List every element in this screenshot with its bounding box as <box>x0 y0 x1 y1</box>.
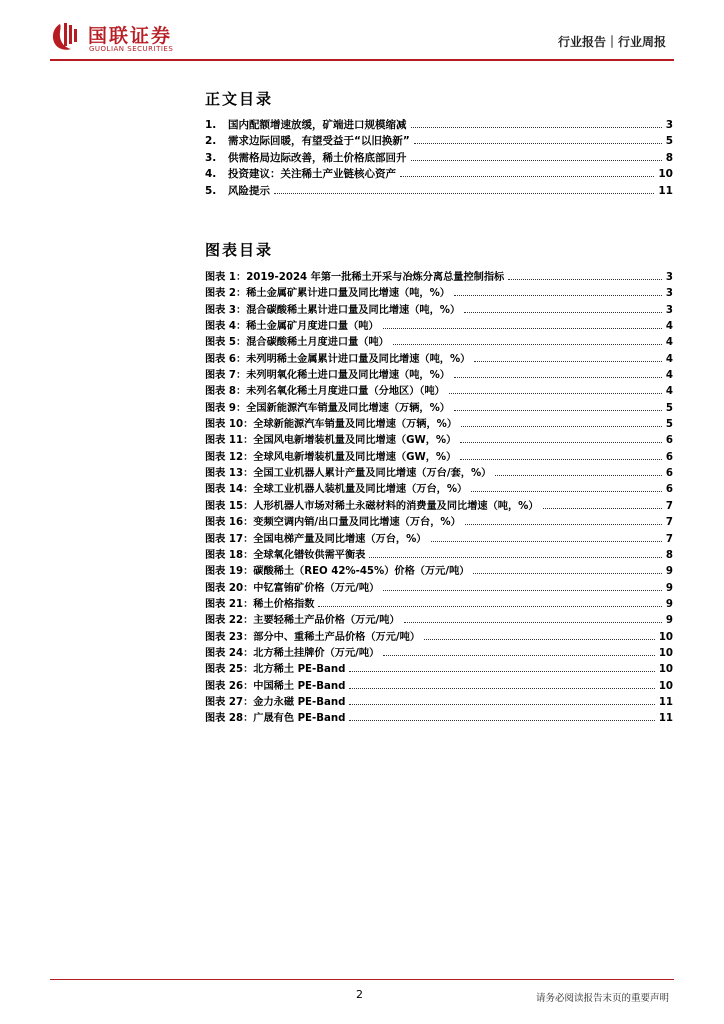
toc-dot-leader <box>411 160 662 161</box>
toc-entry-title: 图表 16：变频空调内销/出口量及同比增速（万台，%） <box>205 517 461 529</box>
toc-entry-page: 8 <box>665 151 673 164</box>
toc-entry-page: 10 <box>658 168 673 181</box>
toc-entry[interactable] <box>205 709 673 725</box>
toc-entry-page: 4 <box>665 386 673 398</box>
toc-dot-leader <box>369 557 662 558</box>
toc-entry-title: 图表 12：全球风电新增装机量及同比增速（GW，%） <box>205 451 457 463</box>
toc-entry-page: 6 <box>665 468 673 480</box>
toc-entry[interactable] <box>205 366 673 382</box>
toc-entry[interactable] <box>205 562 673 578</box>
toc-entry-title: 图表 15：人形机器人市场对稀土永磁材料的消费量及同比增速（吨，%） <box>205 500 539 512</box>
toc-entry-page: 9 <box>665 582 673 594</box>
toc-entry[interactable] <box>205 464 673 480</box>
toc-entry-title: 图表 1：2019-2024 年第一批稀土开采与冶炼分离总量控制指标 <box>205 272 505 283</box>
toc-entry-title: 国内配额增速放缓，矿端进口规模缩减 <box>228 119 407 131</box>
toc-entry[interactable] <box>205 530 673 546</box>
toc-dot-leader <box>543 508 662 509</box>
toc-entry[interactable] <box>205 448 673 464</box>
toc-dot-leader <box>414 143 662 144</box>
toc-entry-page: 9 <box>665 615 673 627</box>
toc-entry[interactable] <box>205 333 673 349</box>
toc-entry-page: 10 <box>658 664 673 676</box>
toc-entry-title: 图表 28：广晟有色 PE-Band <box>205 713 346 725</box>
toc-entry-page: 11 <box>658 713 673 725</box>
company-logo <box>50 20 250 56</box>
toc-entry-title: 图表 21：稀土价格指数 <box>205 598 315 610</box>
toc-dot-leader <box>454 410 662 411</box>
toc-entry-title: 图表 5：混合碳酸稀土月度进口量（吨） <box>205 337 389 349</box>
toc-entry-page: 6 <box>665 435 673 447</box>
toc-entry-page: 7 <box>665 533 673 545</box>
toc-dot-leader <box>349 720 654 721</box>
toc-entry[interactable] <box>205 150 673 166</box>
toc-entry[interactable] <box>205 133 673 149</box>
toc-entry[interactable] <box>205 166 673 182</box>
toc-entry-page: 9 <box>665 598 673 610</box>
toc-entry[interactable] <box>205 284 673 300</box>
toc-entry[interactable] <box>205 677 673 693</box>
toc-entry-title: 投资建议：关注稀土产业链核心资产 <box>228 168 396 181</box>
toc-entry-page: 10 <box>658 680 673 692</box>
toc-entry[interactable] <box>205 431 673 447</box>
toc-entry-page: 4 <box>665 370 673 382</box>
toc-entry[interactable] <box>205 595 673 611</box>
body-toc-section <box>205 87 673 199</box>
toc-entry-page: 4 <box>665 321 673 333</box>
toc-entry[interactable] <box>205 628 673 644</box>
toc-entry-page: 4 <box>665 353 673 365</box>
toc-entry[interactable] <box>205 268 673 284</box>
toc-entry-title: 需求边际回暖，有望受益于“以旧换新” <box>228 135 410 148</box>
footer-divider <box>50 979 674 980</box>
toc-entry-title: 图表 3：混合碳酸稀土累计进口量及同比增速（吨，%） <box>205 304 461 316</box>
figure-toc-section <box>205 238 673 726</box>
disclaimer-text: 请务必阅读报告末页的重要声明 <box>535 993 669 1004</box>
toc-entry[interactable] <box>205 301 673 317</box>
report-type-label: 行业报告｜行业周报 <box>557 35 666 49</box>
logo-english-text: GUOLIAN SECURITIES <box>89 45 174 53</box>
toc-entry-page: 7 <box>665 517 673 529</box>
toc-entry-page: 11 <box>658 184 673 197</box>
toc-dot-leader <box>424 639 655 640</box>
toc-entry-number: 2. <box>205 135 217 148</box>
toc-entry-page: 4 <box>665 337 673 349</box>
toc-entry-page: 3 <box>665 304 673 316</box>
toc-entry[interactable] <box>205 117 673 133</box>
toc-entry-page: 6 <box>665 484 673 496</box>
figure-toc-title: 图表目录 <box>205 241 274 259</box>
toc-dot-leader <box>431 541 662 542</box>
header-divider <box>50 59 674 61</box>
toc-dot-leader <box>383 328 662 329</box>
toc-entry-title: 图表 11：全国风电新增装机量及同比增速（GW，%） <box>205 435 457 447</box>
toc-entry-title: 图表 6：未列明稀土金属累计进口量及同比增速（吨，%） <box>205 353 471 365</box>
body-toc-list <box>205 117 673 199</box>
toc-dot-leader <box>454 377 662 378</box>
toc-entry-page: 3 <box>665 119 673 131</box>
toc-entry[interactable] <box>205 579 673 595</box>
toc-entry[interactable] <box>205 399 673 415</box>
toc-dot-leader <box>473 573 661 574</box>
toc-dot-leader <box>465 524 662 525</box>
toc-entry[interactable] <box>205 611 673 627</box>
toc-entry-title: 图表 4：稀土金属矿月度进口量（吨） <box>205 321 379 333</box>
toc-entry-page: 10 <box>658 631 673 643</box>
toc-entry-title: 供需格局边际改善，稀土价格底部回升 <box>228 151 407 164</box>
toc-dot-leader <box>495 475 662 476</box>
toc-dot-leader <box>460 442 662 443</box>
toc-entry-page: 3 <box>665 272 673 283</box>
toc-entry[interactable] <box>205 317 673 333</box>
toc-entry-title: 图表 18：全球氧化镨钕供需平衡表 <box>205 549 366 561</box>
toc-entry-title: 图表 17：全国电梯产量及同比增速（万台，%） <box>205 533 427 545</box>
toc-entry-title: 图表 27：金力永磁 PE-Band <box>205 696 346 708</box>
toc-entry-page: 7 <box>665 500 673 512</box>
toc-entry-title: 图表 23：部分中、重稀土产品价格（万元/吨） <box>205 631 421 643</box>
figure-toc-list <box>205 268 673 726</box>
toc-entry[interactable] <box>205 513 673 529</box>
toc-entry[interactable] <box>205 546 673 562</box>
toc-dot-leader <box>383 590 662 591</box>
toc-entry[interactable] <box>205 480 673 496</box>
toc-entry-title: 图表 24：北方稀土挂牌价（万元/吨） <box>205 647 380 659</box>
toc-entry[interactable] <box>205 660 673 676</box>
toc-entry-title: 图表 14：全球工业机器人装机量及同比增速（万台，%） <box>205 484 468 496</box>
toc-entry-title: 风险提示 <box>228 184 270 197</box>
toc-dot-leader <box>460 459 662 460</box>
toc-dot-leader <box>383 655 655 656</box>
toc-entry-title: 图表 8：未列名氧化稀土月度进口量（分地区）（吨） <box>205 386 445 398</box>
toc-entry-page: 11 <box>658 696 673 708</box>
toc-dot-leader <box>464 312 662 313</box>
toc-entry-number: 5. <box>205 184 217 197</box>
toc-entry-title: 图表 2：稀土金属矿累计进口量及同比增速（吨，%） <box>205 288 450 300</box>
toc-entry[interactable] <box>205 497 673 513</box>
page-number: 2 <box>356 988 363 1001</box>
toc-entry-page: 5 <box>665 402 673 414</box>
toc-dot-leader <box>471 491 662 492</box>
toc-entry-number: 3. <box>205 151 217 164</box>
toc-entry-title: 图表 19：碳酸稀土（REO 42%-45%）价格（万元/吨） <box>205 566 470 578</box>
toc-entry[interactable] <box>205 382 673 398</box>
body-toc-title: 正文目录 <box>205 90 274 108</box>
toc-entry-number: 4. <box>205 168 217 181</box>
logo-chinese-text: 国联证券 <box>88 25 173 47</box>
toc-dot-leader <box>411 127 662 128</box>
toc-dot-leader <box>349 688 654 689</box>
toc-entry-title: 图表 9：全国新能源汽车销量及同比增速（万辆，%） <box>205 402 450 414</box>
logo-mark-icon <box>50 20 80 52</box>
toc-dot-leader <box>454 295 662 296</box>
toc-entry-page: 6 <box>665 451 673 463</box>
toc-entry-page: 10 <box>658 647 673 659</box>
toc-dot-leader <box>274 193 654 194</box>
toc-dot-leader <box>349 704 654 705</box>
toc-entry-page: 9 <box>665 566 673 578</box>
toc-dot-leader <box>393 344 662 345</box>
toc-entry-title: 图表 20：中钇富铕矿价格（万元/吨） <box>205 582 380 594</box>
toc-entry-page: 5 <box>665 419 673 431</box>
toc-dot-leader <box>400 176 654 177</box>
toc-dot-leader <box>508 279 662 280</box>
toc-dot-leader <box>474 361 662 362</box>
toc-entry-title: 图表 10：全球新能源汽车销量及同比增速（万辆，%） <box>205 419 458 431</box>
toc-entry[interactable] <box>205 415 673 431</box>
toc-dot-leader <box>318 606 661 607</box>
toc-dot-leader <box>461 426 662 427</box>
toc-entry-page: 8 <box>665 549 673 561</box>
toc-entry[interactable] <box>205 350 673 366</box>
toc-dot-leader <box>404 622 662 623</box>
toc-entry-title: 图表 7：未列明氧化稀土进口量及同比增速（吨，%） <box>205 370 450 382</box>
page-header <box>0 0 724 62</box>
toc-entry[interactable] <box>205 644 673 660</box>
toc-entry-page: 3 <box>665 288 673 300</box>
toc-entry-page: 5 <box>665 135 673 148</box>
toc-entry-number: 1. <box>205 119 217 131</box>
toc-dot-leader <box>449 393 662 394</box>
toc-entry-title: 图表 22：主要轻稀土产品价格（万元/吨） <box>205 615 400 627</box>
toc-entry-title: 图表 26：中国稀土 PE-Band <box>205 680 346 692</box>
toc-entry-title: 图表 25：北方稀土 PE-Band <box>205 664 346 676</box>
toc-entry[interactable] <box>205 183 673 199</box>
toc-entry-title: 图表 13：全国工业机器人累计产量及同比增速（万台/套，%） <box>205 468 492 480</box>
toc-dot-leader <box>349 671 654 672</box>
toc-entry[interactable] <box>205 693 673 709</box>
